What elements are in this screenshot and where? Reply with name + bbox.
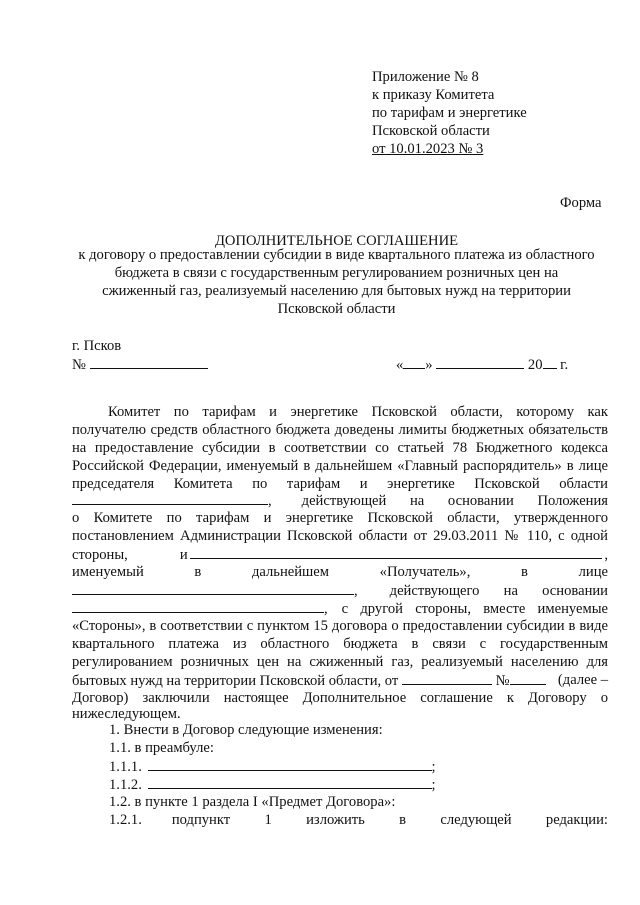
body-line-6-text: действующей на основании Положения (301, 493, 608, 509)
item-1-2-1 (109, 811, 608, 829)
body-line-12-text: с другой стороны, вместе именуемые (341, 601, 608, 617)
body-line-2: получателю средств областного бюджета доведены лимиты бюджетных обязательств (72, 422, 608, 438)
appendix-line-1: Приложение № 8 (372, 69, 479, 85)
recipient-name-blank (190, 545, 603, 559)
body-line-4: Российской Федерации, именуемый в дальнейшем «Главный распорядитель» в лице (72, 458, 608, 474)
form-label: Форма (560, 195, 602, 211)
year-prefix: 20 (527, 357, 543, 373)
body-line-12 (72, 599, 608, 618)
number-label: № (72, 357, 86, 373)
item-1-1: 1.1. в преамбуле: (109, 740, 214, 756)
date-quote-open: « (396, 357, 404, 373)
body-line-3: на предоставление субсидии в соответствии со статьей 78 Бюджетного кодекса (72, 440, 608, 456)
title-heading: ДОПОЛНИТЕЛЬНОЕ СОГЛАШЕНИЕ (214, 233, 459, 249)
title-line-1: к договору о предоставлении субсидии в виде квартального платежа из областного (78, 247, 595, 263)
body-line-11-text: действующего на основании (389, 583, 608, 599)
comma: , (324, 601, 328, 617)
item-1-2: 1.2. в пункте 1 раздела I «Предмет Договора»: (109, 794, 396, 810)
body-line-9 (72, 545, 608, 564)
body-line-6 (72, 491, 608, 510)
title-line-3: сжиженный газ, реализуемый населению для бытовых нужд на территории (102, 283, 571, 299)
date-quote-close: » (425, 357, 433, 373)
body-line-1: Комитет по тарифам и энергетике Псковской области, которому как (108, 404, 608, 420)
appendix-line-5: от 10.01.2023 № 3 (372, 141, 484, 157)
item-1-1-2-blank (148, 775, 432, 789)
month-blank (436, 355, 524, 369)
item-1-1-2 (109, 775, 436, 794)
body-line-13: «Стороны», в соответствии с пунктом 15 договора о предоставлении субсидии в виде (72, 618, 608, 634)
appendix-line-4: Псковской области (372, 123, 490, 139)
comma: , (268, 493, 272, 509)
body-line-17: Договор) заключили настоящее Дополнительное соглашение к Договору о (72, 690, 608, 706)
title-line-4: Псковской области (277, 301, 396, 317)
chairman-name-blank (72, 491, 268, 505)
hereinafter-text: (далее – (557, 672, 608, 688)
city: г. Псков (72, 338, 122, 354)
comma: , (604, 547, 608, 563)
contract-date-text: бытовых нужд на территории Псковской области, от (72, 673, 399, 689)
appendix-line-3: по тарифам и энергетике (372, 105, 527, 121)
body-line-10: именуемый в дальнейшем «Получатель», в лице (72, 564, 608, 580)
recipient-basis-blank (72, 599, 324, 613)
day-blank (403, 355, 425, 369)
agreement-date (396, 355, 568, 374)
item-1-1-1-blank (148, 757, 432, 771)
body-line-18: нижеследующем. (72, 706, 181, 722)
comma: , (354, 583, 358, 599)
and-word: и (179, 547, 188, 563)
body-line-7: о Комитете по тарифам и энергетике Псковской области, утвержденного (72, 510, 608, 526)
semicolon: ; (431, 777, 436, 793)
contract-number-blank (510, 671, 546, 685)
semicolon: ; (431, 759, 436, 775)
item-1-2-1-label: 1.2.1. (109, 812, 142, 828)
year-suffix: г. (560, 357, 569, 373)
body-line-14: квартального платежа из областного бюджета в связи с государственным (72, 636, 608, 652)
item-1-1-2-label: 1.1.2. (109, 777, 142, 793)
contract-date-blank (402, 671, 492, 685)
title-line-2: бюджета в связи с государственным регулированием розничных цен на (114, 265, 559, 281)
item-1-1-1 (109, 757, 436, 776)
item-1-1-1-label: 1.1.1. (109, 759, 142, 775)
body-line-11 (72, 581, 608, 600)
item-1: 1. Внести в Договор следующие изменения: (109, 722, 383, 738)
year-blank (543, 355, 557, 369)
contract-number-label: № (495, 673, 510, 689)
body-line-15: регулированием розничных цен на сжиженный газ, реализуемый населению для (72, 654, 608, 670)
appendix-line-2: к приказу Комитета (372, 87, 495, 103)
body-line-8: постановлением Администрации Псковской области от 29.03.2011 № 110, с одной (72, 528, 608, 544)
body-line-5: председателя Комитета по тарифам и энергетике Псковской области (72, 476, 608, 492)
recipient-person-blank (72, 581, 354, 595)
item-1-2-1-text: подпункт 1 изложить в следующей редакции: (171, 812, 608, 828)
agreement-number (72, 355, 208, 374)
sides-word: стороны, (72, 547, 128, 563)
body-line-16 (72, 671, 608, 690)
number-blank (90, 355, 208, 369)
